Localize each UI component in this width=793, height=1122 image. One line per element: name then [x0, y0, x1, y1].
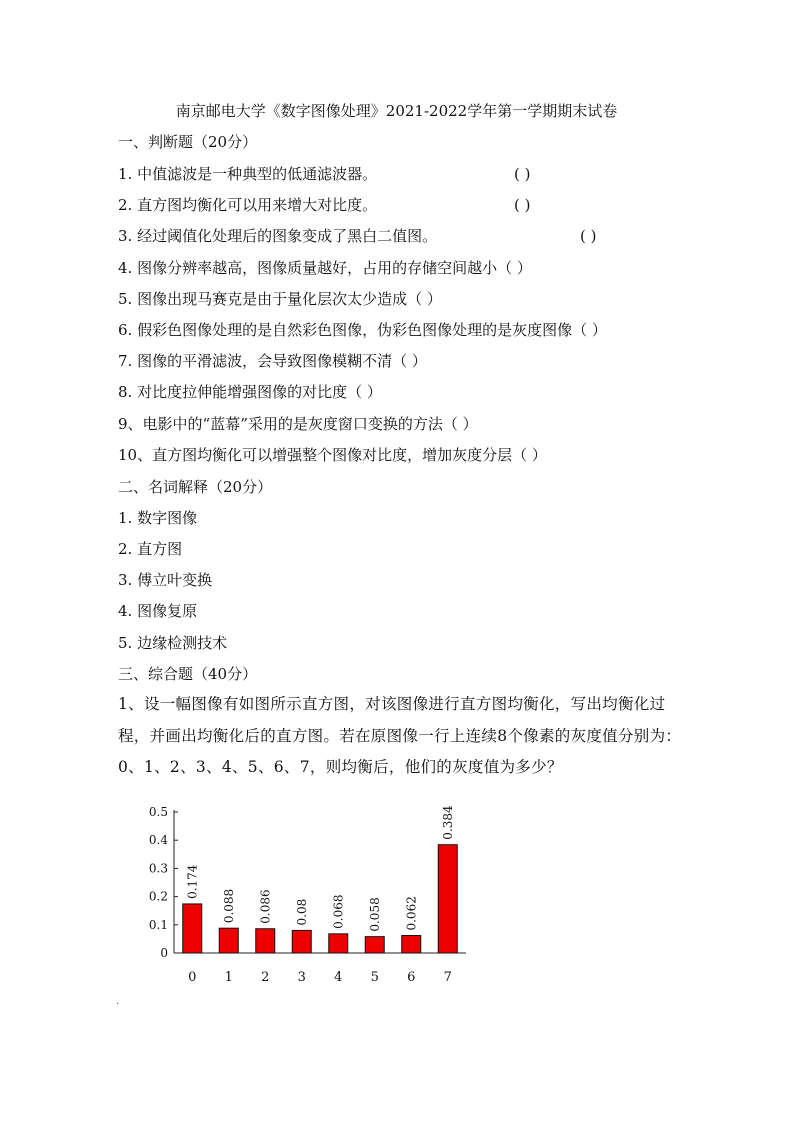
x-tick-label: 1: [224, 970, 233, 985]
exam-title: 南京邮电大学《数字图像处理》2021-2022学年第一学期期末试卷: [175, 102, 618, 120]
tf-question-9: 9、电影中的“蓝幕”采用的是灰度窗口变换的方法（ ）: [118, 415, 478, 433]
tf-question-3: 3. 经过阈值化处理后的图象变成了黑白二值图。: [118, 227, 438, 245]
x-tick-label: 3: [297, 970, 306, 985]
y-tick-label: 0: [160, 946, 168, 960]
x-tick-label: 2: [261, 970, 270, 985]
bar: [292, 930, 311, 953]
section1-heading: 一、判断题（20分）: [118, 133, 258, 151]
y-tick-label: 0.3: [148, 861, 168, 876]
tf-question-8: 8. 对比度拉伸能增强图像的对比度（ ）: [118, 383, 382, 401]
tf-question-10: 10、直方图均衡化可以增强整个图像对比度，增加灰度分层（ ）: [118, 446, 547, 464]
x-tick-label: 7: [443, 970, 452, 985]
section2-heading: 二、名词解释（20分）: [118, 478, 273, 496]
x-tick-label: 6: [407, 970, 416, 985]
bar: [329, 934, 348, 953]
term-item-5: 5. 边缘检测技术: [118, 634, 228, 652]
bar: [438, 845, 457, 953]
bar: [402, 936, 421, 953]
term-item-4: 4. 图像复原: [118, 602, 198, 620]
bar: [365, 937, 384, 953]
term-item-2: 2. 直方图: [118, 540, 183, 558]
y-tick-label: 0.1: [148, 917, 168, 932]
x-tick-label: 0: [188, 970, 197, 985]
term-item-3: 3. 傅立叶变换: [118, 571, 213, 589]
comprehensive-question-1: 1、设一幅图像有如图所示直方图，对该图像进行直方图均衡化，写出均衡化过程，并画出均衡化后的直方图。若在原图像一行上连续8个像素的灰度值分别为：0、1、2、3、4、5、6、7，则均衡后，他们的灰度值为多少？: [118, 695, 682, 776]
x-tick-label: 5: [370, 970, 379, 985]
bar-value-label: 0.058: [367, 897, 382, 932]
histogram-chart: [138, 795, 478, 1005]
tf-question-5: 5. 图像出现马赛克是由于量化层次太少造成（ ）: [118, 290, 442, 308]
answer-paren-2: ( ): [514, 196, 531, 214]
answer-paren-1: ( ): [514, 165, 531, 183]
tf-question-4: 4. 图像分辨率越高，图像质量越好，占用的存储空间越小（ ）: [118, 259, 532, 277]
bar-value-label: 0.062: [404, 896, 419, 931]
y-tick-label: 0.5: [148, 805, 168, 819]
y-tick-label: 0.2: [148, 889, 168, 904]
section3-heading: 三、综合题（40分）: [118, 665, 258, 683]
bar-value-label: 0.174: [185, 864, 200, 899]
x-tick-label: 4: [334, 970, 343, 985]
bar-value-label: 0.088: [221, 888, 236, 924]
bar-value-label: 0.08: [294, 898, 309, 926]
tf-question-6: 6. 假彩色图像处理的是自然彩色图像，伪彩色图像处理的是灰度图像（ ）: [118, 321, 607, 339]
bar-value-label: 0.068: [331, 894, 346, 929]
bar: [183, 904, 202, 953]
tf-question-2: 2. 直方图均衡化可以用来增大对比度。: [118, 196, 378, 214]
bar: [219, 928, 238, 953]
answer-paren-3: ( ): [580, 227, 597, 245]
bar-value-label: 0.384: [440, 805, 455, 840]
tf-question-1: 1. 中值滤波是一种典型的低通滤波器。: [118, 165, 378, 183]
y-tick-label: 0.4: [148, 833, 168, 848]
bar: [256, 929, 275, 953]
page-mark: .: [116, 996, 120, 1007]
term-item-1: 1. 数字图像: [118, 509, 198, 527]
tf-question-7: 7. 图像的平滑滤波，会导致图像模糊不清（ ）: [118, 352, 427, 370]
bar-value-label: 0.086: [258, 889, 273, 924]
